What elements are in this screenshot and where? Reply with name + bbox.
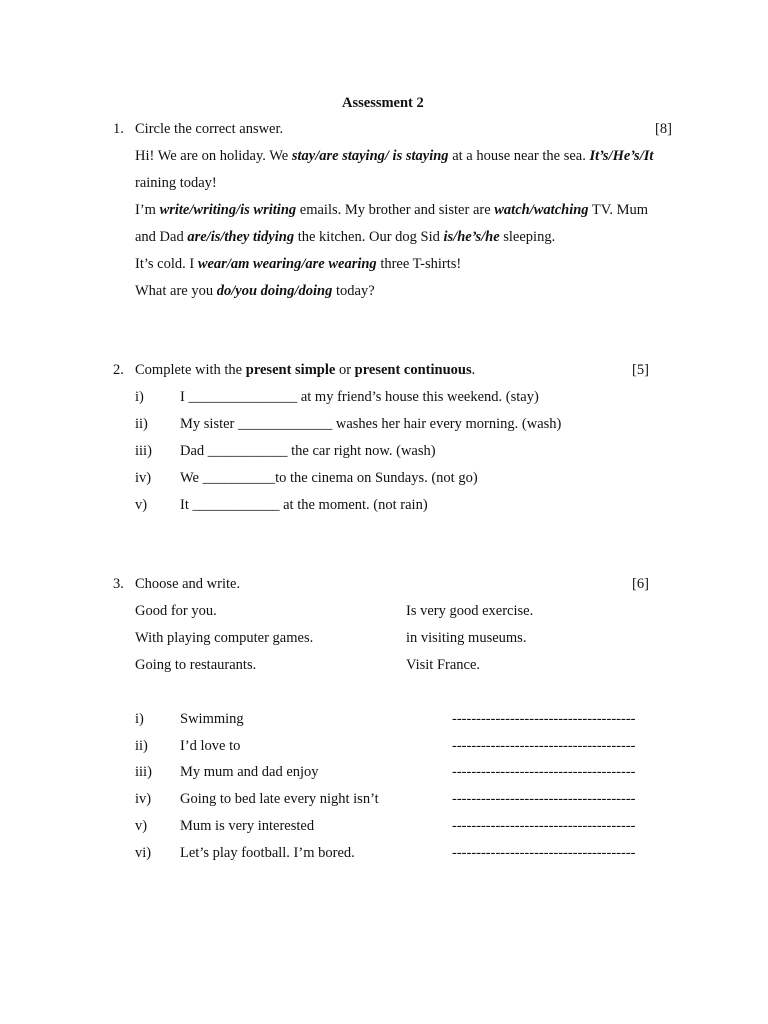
q3-answer-blank: -------------------------------------- <box>452 791 636 807</box>
q3-number: 3. <box>113 576 124 592</box>
option-choices: It’s/He’s/It <box>589 148 654 164</box>
q2-item-roman: ii) <box>135 416 148 432</box>
option-choices: wear/am wearing/are wearing <box>197 256 377 272</box>
q1-number: 1. <box>113 121 124 137</box>
q1-line <box>135 174 217 192</box>
text-run: It’s cold. I <box>135 256 198 272</box>
q1-instruction: Circle the correct answer. <box>135 121 284 137</box>
text-run: TV. Mum <box>588 202 649 218</box>
q3-answer-blank: -------------------------------------- <box>452 845 636 861</box>
q2-item-roman: iii) <box>135 443 152 459</box>
q2-item-text: Dad ___________ the car right now. (wash) <box>180 443 436 459</box>
q3-option: With playing computer games. <box>135 630 314 646</box>
q3-item-roman: ii) <box>135 738 148 754</box>
text-run: Hi! We are on holiday. We <box>135 148 292 164</box>
q2-marks: [5] <box>632 362 649 378</box>
q2-instruction <box>135 361 475 379</box>
q2-item-roman: iv) <box>135 470 152 486</box>
q3-item-roman: v) <box>135 818 148 834</box>
text-run: sleeping. <box>499 229 556 245</box>
text-run: three T-shirts! <box>376 256 462 272</box>
text-run: . <box>471 362 476 378</box>
q1-line <box>135 147 653 165</box>
q3-item-text: My mum and dad enjoy <box>180 764 319 780</box>
text-run: I’m <box>135 202 160 218</box>
text-run: and Dad <box>135 229 188 245</box>
q3-option: Visit France. <box>406 657 481 673</box>
q2-item-text: It ____________ at the moment. (not rain) <box>180 497 428 513</box>
option-choices: do/you doing/doing <box>216 283 333 299</box>
q1-line <box>135 201 648 219</box>
q3-marks: [6] <box>632 576 649 592</box>
option-choices: stay/are staying/ is staying <box>291 148 449 164</box>
option-choices: watch/watching <box>494 202 589 218</box>
q1-marks: [8] <box>655 121 672 137</box>
page-title: Assessment 2 <box>342 95 424 111</box>
q3-option: Going to restaurants. <box>135 657 257 673</box>
q2-item-roman: v) <box>135 497 148 513</box>
q3-item-roman: iv) <box>135 791 152 807</box>
q3-item-text: I’d love to <box>180 738 241 754</box>
text-run: What are you <box>135 283 217 299</box>
q1-line <box>135 228 555 246</box>
q2-item-text: My sister _____________ washes her hair every morning. (wash) <box>180 416 562 432</box>
text-run: or <box>335 362 355 378</box>
q3-item-text: Mum is very interested <box>180 818 315 834</box>
option-choices: are/is/they tidying <box>187 229 295 245</box>
q3-item-roman: vi) <box>135 845 152 861</box>
q3-item-roman: i) <box>135 711 144 727</box>
q3-item-text: Going to bed late every night isn’t <box>180 791 379 807</box>
q3-answer-blank: -------------------------------------- <box>452 711 636 727</box>
q3-item-roman: iii) <box>135 764 152 780</box>
option-choices: present continuous <box>354 362 472 378</box>
option-choices: is/he’s/he <box>443 229 500 245</box>
q1-line <box>135 282 375 300</box>
q2-number: 2. <box>113 362 124 378</box>
q3-option: Good for you. <box>135 603 217 619</box>
text-run: at a house near the sea. <box>448 148 590 164</box>
q3-answer-blank: -------------------------------------- <box>452 764 636 780</box>
q2-item-text: We __________to the cinema on Sundays. (not go) <box>180 470 478 486</box>
q3-instruction: Choose and write. <box>135 576 241 592</box>
text-run: today? <box>332 283 375 299</box>
text-run: emails. My brother and sister are <box>296 202 495 218</box>
q3-option: Is very good exercise. <box>406 603 534 619</box>
q3-answer-blank: -------------------------------------- <box>452 818 636 834</box>
q1-line <box>135 255 461 273</box>
q3-answer-blank: -------------------------------------- <box>452 738 636 754</box>
q3-option: in visiting museums. <box>406 630 527 646</box>
text-run: Complete with the <box>135 362 246 378</box>
option-choices: present simple <box>245 362 336 378</box>
option-choices: write/writing/is writing <box>159 202 297 218</box>
text-run: raining today! <box>135 175 217 191</box>
q3-item-text: Let’s play football. I’m bored. <box>180 845 355 861</box>
q3-item-text: Swimming <box>180 711 244 727</box>
q2-item-roman: i) <box>135 389 144 405</box>
q2-item-text: I _______________ at my friend’s house this weekend. (stay) <box>180 389 539 405</box>
text-run: the kitchen. Our dog Sid <box>294 229 444 245</box>
